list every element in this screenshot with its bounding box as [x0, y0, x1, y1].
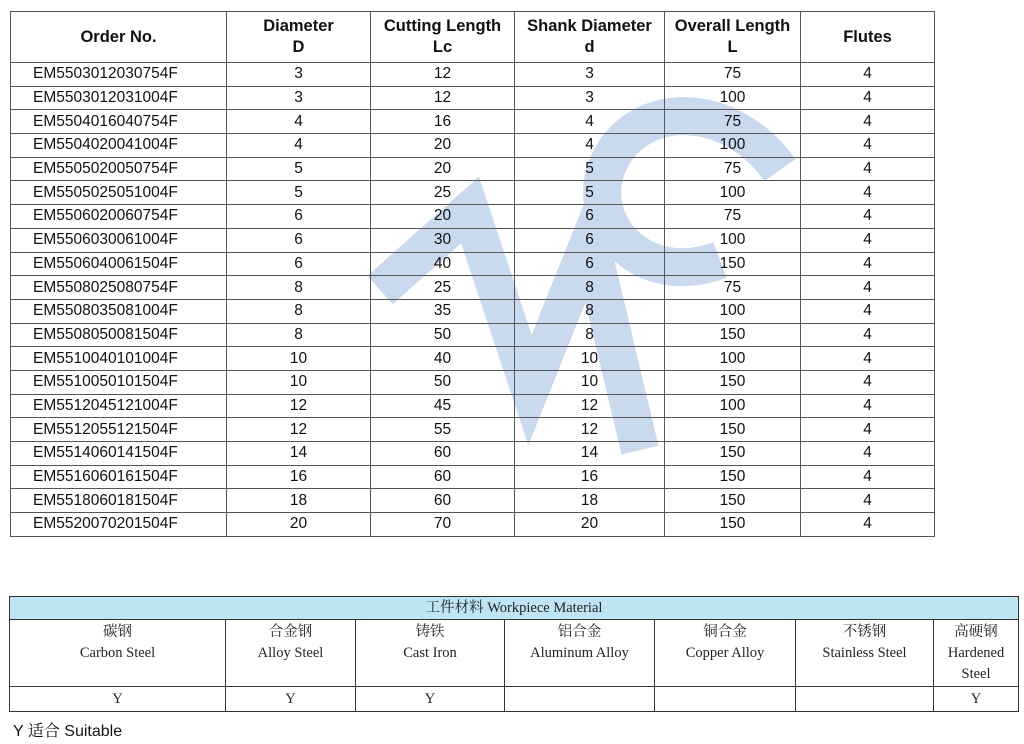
shank-diameter-cell: 4: [515, 110, 665, 134]
column-header-title: Diameter: [263, 17, 334, 35]
table-row: [11, 228, 935, 252]
order-number-cell: EM5512045121004F: [11, 394, 227, 418]
order-number-cell: EM5520070201504F: [11, 513, 227, 537]
column-header: [227, 12, 371, 63]
order-number-cell: EM5506040061504F: [11, 252, 227, 276]
cutting-length-cell: 60: [371, 465, 515, 489]
overall-length-cell: 75: [665, 110, 801, 134]
table-row: [11, 394, 935, 418]
overall-length-cell: 150: [665, 370, 801, 394]
column-header: [801, 12, 935, 63]
material-name-en: Carbon Steel: [79, 645, 156, 661]
end-mill-spec-table: [10, 11, 935, 537]
material-cell: [934, 620, 1019, 687]
shank-diameter-cell: 8: [515, 299, 665, 323]
overall-length-cell: 75: [665, 276, 801, 300]
overall-length-cell: 150: [665, 513, 801, 537]
order-number-cell: EM5506020060754F: [11, 205, 227, 229]
column-header-title: Flutes: [843, 27, 892, 46]
workpiece-material-table: [9, 596, 1019, 712]
diameter-cell: 8: [227, 299, 371, 323]
column-header: [665, 12, 801, 63]
table-row: [11, 418, 935, 442]
table-row: [11, 513, 935, 537]
order-number-cell: EM5503012031004F: [11, 86, 227, 110]
material-name-zh: 不锈钢: [842, 624, 887, 640]
column-header-title: Order No.: [80, 27, 157, 46]
order-number-cell: EM5505025051004F: [11, 181, 227, 205]
material-cell: [356, 620, 505, 687]
overall-length-cell: 100: [665, 228, 801, 252]
order-number-cell: EM5508035081004F: [11, 299, 227, 323]
diameter-cell: 6: [227, 252, 371, 276]
overall-length-cell: 75: [665, 205, 801, 229]
shank-diameter-cell: 5: [515, 181, 665, 205]
cutting-length-cell: 70: [371, 513, 515, 537]
material-name-zh: 铜合金: [703, 624, 747, 640]
overall-length-cell: 100: [665, 347, 801, 371]
material-name-zh: 铸铁: [415, 624, 445, 640]
diameter-cell: 12: [227, 394, 371, 418]
order-number-cell: EM5505020050754F: [11, 157, 227, 181]
overall-length-cell: 100: [665, 394, 801, 418]
cutting-length-cell: 40: [371, 252, 515, 276]
diameter-cell: 12: [227, 418, 371, 442]
suitability-mark-cell: Y: [356, 687, 505, 712]
table-row: [11, 63, 935, 87]
table-row: [11, 110, 935, 134]
cutting-length-cell: 25: [371, 276, 515, 300]
overall-length-cell: 75: [665, 157, 801, 181]
order-number-cell: EM5503012030754F: [11, 63, 227, 87]
table-row: [11, 276, 935, 300]
suitability-mark-cell: [505, 687, 655, 712]
flutes-cell: 4: [801, 110, 935, 134]
order-number-cell: EM5512055121504F: [11, 418, 227, 442]
material-cell: [10, 620, 226, 687]
suitability-mark-cell: Y: [226, 687, 356, 712]
shank-diameter-cell: 14: [515, 442, 665, 466]
table-row: [11, 347, 935, 371]
column-header-symbol: L: [727, 38, 738, 56]
material-cell: [226, 620, 356, 687]
diameter-cell: 20: [227, 513, 371, 537]
diameter-cell: 3: [227, 63, 371, 87]
flutes-cell: 4: [801, 370, 935, 394]
flutes-cell: 4: [801, 347, 935, 371]
column-header: [11, 12, 227, 63]
order-number-cell: EM5508025080754F: [11, 276, 227, 300]
diameter-cell: 16: [227, 465, 371, 489]
table-row: [11, 442, 935, 466]
column-header-title: Shank Diameter: [527, 17, 652, 35]
table-row: [11, 465, 935, 489]
shank-diameter-cell: 12: [515, 394, 665, 418]
cutting-length-cell: 25: [371, 181, 515, 205]
overall-length-cell: 100: [665, 299, 801, 323]
flutes-cell: 4: [801, 513, 935, 537]
material-cell: [505, 620, 655, 687]
cutting-length-cell: 30: [371, 228, 515, 252]
material-name-zh: 铝合金: [557, 624, 602, 640]
column-header-symbol: Lc: [432, 38, 453, 56]
material-name-en: Copper Alloy: [685, 645, 765, 661]
shank-diameter-cell: 6: [515, 228, 665, 252]
order-number-cell: EM5518060181504F: [11, 489, 227, 513]
order-number-cell: EM5510050101504F: [11, 370, 227, 394]
shank-diameter-cell: 4: [515, 134, 665, 158]
shank-diameter-cell: 10: [515, 347, 665, 371]
overall-length-cell: 150: [665, 465, 801, 489]
material-suitability-row: [10, 687, 1019, 712]
flutes-cell: 4: [801, 418, 935, 442]
column-header-title: Overall Length: [674, 17, 791, 35]
material-name-en: Hardened Steel: [947, 645, 1005, 682]
cutting-length-cell: 55: [371, 418, 515, 442]
diameter-cell: 10: [227, 347, 371, 371]
diameter-cell: 6: [227, 205, 371, 229]
cutting-length-cell: 60: [371, 442, 515, 466]
overall-length-cell: 100: [665, 86, 801, 110]
table-row: [11, 157, 935, 181]
suitability-mark-cell: [655, 687, 796, 712]
workpiece-material-title: 工件材料 Workpiece Material: [10, 597, 1019, 620]
shank-diameter-cell: 6: [515, 252, 665, 276]
table-row: [11, 489, 935, 513]
table-row: [11, 86, 935, 110]
column-header-symbol: d: [584, 38, 595, 56]
order-number-cell: EM5506030061004F: [11, 228, 227, 252]
table-row: [11, 181, 935, 205]
column-header: [515, 12, 665, 63]
overall-length-cell: 100: [665, 134, 801, 158]
spec-header-row: [11, 12, 935, 63]
shank-diameter-cell: 20: [515, 513, 665, 537]
diameter-cell: 8: [227, 323, 371, 347]
diameter-cell: 4: [227, 110, 371, 134]
shank-diameter-cell: 3: [515, 63, 665, 87]
cutting-length-cell: 20: [371, 157, 515, 181]
flutes-cell: 4: [801, 489, 935, 513]
diameter-cell: 14: [227, 442, 371, 466]
cutting-length-cell: 20: [371, 205, 515, 229]
flutes-cell: 4: [801, 465, 935, 489]
cutting-length-cell: 40: [371, 347, 515, 371]
overall-length-cell: 75: [665, 63, 801, 87]
order-number-cell: EM5510040101004F: [11, 347, 227, 371]
diameter-cell: 10: [227, 370, 371, 394]
material-name-en: Cast Iron: [403, 645, 457, 661]
flutes-cell: 4: [801, 323, 935, 347]
table-row: [11, 323, 935, 347]
column-header: [371, 12, 515, 63]
overall-length-cell: 150: [665, 442, 801, 466]
flutes-cell: 4: [801, 134, 935, 158]
overall-length-cell: 150: [665, 418, 801, 442]
cutting-length-cell: 60: [371, 489, 515, 513]
shank-diameter-cell: 6: [515, 205, 665, 229]
material-name-zh: 碳钢: [103, 624, 132, 640]
flutes-cell: 4: [801, 63, 935, 87]
material-cell: [655, 620, 796, 687]
flutes-cell: 4: [801, 442, 935, 466]
flutes-cell: 4: [801, 157, 935, 181]
shank-diameter-cell: 18: [515, 489, 665, 513]
diameter-cell: 4: [227, 134, 371, 158]
cutting-length-cell: 20: [371, 134, 515, 158]
material-cell: [796, 620, 934, 687]
order-number-cell: EM5516060161504F: [11, 465, 227, 489]
shank-diameter-cell: 16: [515, 465, 665, 489]
shank-diameter-cell: 8: [515, 323, 665, 347]
overall-length-cell: 150: [665, 489, 801, 513]
flutes-cell: 4: [801, 181, 935, 205]
material-name-zh: 高硬钢: [954, 624, 998, 640]
shank-diameter-cell: 3: [515, 86, 665, 110]
table-row: [11, 205, 935, 229]
suitability-mark-cell: Y: [934, 687, 1019, 712]
diameter-cell: 8: [227, 276, 371, 300]
cutting-length-cell: 12: [371, 86, 515, 110]
order-number-cell: EM5508050081504F: [11, 323, 227, 347]
flutes-cell: 4: [801, 394, 935, 418]
cutting-length-cell: 50: [371, 323, 515, 347]
table-row: [11, 252, 935, 276]
cutting-length-cell: 50: [371, 370, 515, 394]
suitability-legend: Y 适合 Suitable: [13, 723, 123, 740]
diameter-cell: 5: [227, 181, 371, 205]
shank-diameter-cell: 8: [515, 276, 665, 300]
order-number-cell: EM5514060141504F: [11, 442, 227, 466]
column-header-title: Cutting Length: [383, 17, 502, 35]
diameter-cell: 18: [227, 489, 371, 513]
suitability-mark-cell: Y: [10, 687, 226, 712]
diameter-cell: 6: [227, 228, 371, 252]
cutting-length-cell: 45: [371, 394, 515, 418]
material-name-en: Alloy Steel: [257, 645, 324, 661]
flutes-cell: 4: [801, 86, 935, 110]
material-name-en: Aluminum Alloy: [530, 645, 629, 661]
overall-length-cell: 150: [665, 323, 801, 347]
diameter-cell: 5: [227, 157, 371, 181]
order-number-cell: EM5504016040754F: [11, 110, 227, 134]
suitability-mark-cell: [796, 687, 934, 712]
cutting-length-cell: 16: [371, 110, 515, 134]
flutes-cell: 4: [801, 299, 935, 323]
shank-diameter-cell: 12: [515, 418, 665, 442]
material-name-en: Stainless Steel: [822, 645, 907, 661]
cutting-length-cell: 35: [371, 299, 515, 323]
shank-diameter-cell: 5: [515, 157, 665, 181]
order-number-cell: EM5504020041004F: [11, 134, 227, 158]
flutes-cell: 4: [801, 276, 935, 300]
flutes-cell: 4: [801, 252, 935, 276]
material-name-row: [10, 620, 1019, 687]
cutting-length-cell: 12: [371, 63, 515, 87]
flutes-cell: 4: [801, 205, 935, 229]
overall-length-cell: 150: [665, 252, 801, 276]
table-row: [11, 299, 935, 323]
diameter-cell: 3: [227, 86, 371, 110]
shank-diameter-cell: 10: [515, 370, 665, 394]
flutes-cell: 4: [801, 228, 935, 252]
column-header-symbol: D: [292, 38, 305, 56]
table-row: [11, 370, 935, 394]
table-row: [11, 134, 935, 158]
overall-length-cell: 100: [665, 181, 801, 205]
material-name-zh: 合金钢: [268, 624, 313, 640]
